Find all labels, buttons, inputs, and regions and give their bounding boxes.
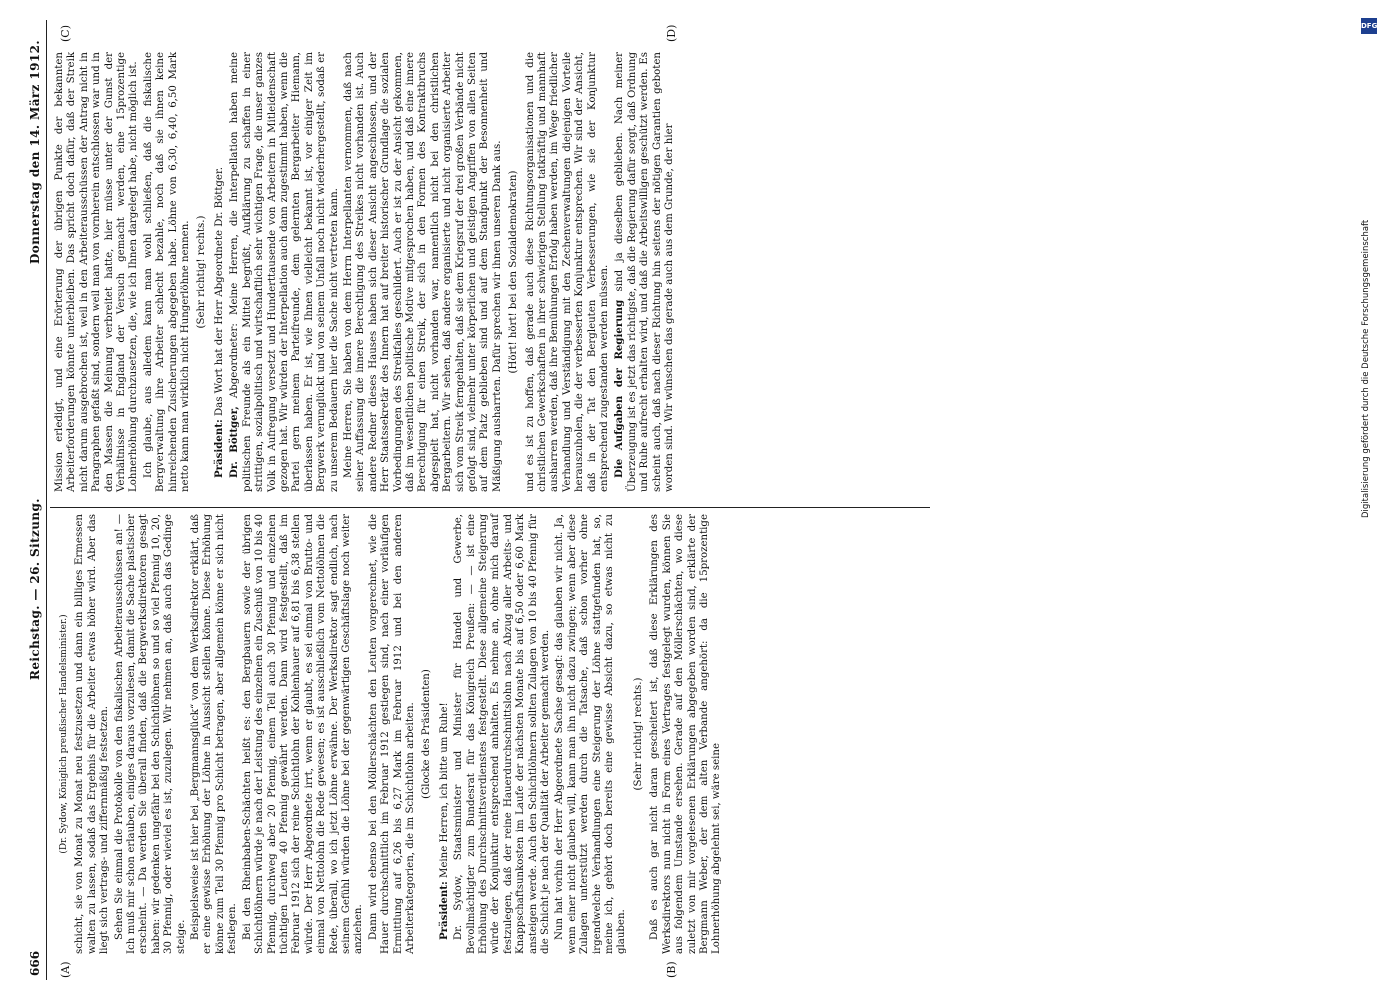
header-date: Donnerstag den 14. März 1912. [28,40,42,264]
page-number: 666 [28,950,42,976]
speaker-running-head: (Dr. Sydow, Königlich preußischer Handelsminister.) [59,614,69,854]
speech-text: sind ja dieselben geblieben. Nach meiner Überzeugung ist es jetzt das richtigste, daß die Regierung dafür sorgt, daß Ordnung und Ruhe aufrecht erhalten wird, und daß die Arbeitswilligen geschützt werden. Es scheint auch, daß nach dieser Richtung hin seitens der nötigen Garantien geboten worden sind. Wir wünschen das gerade auch aus dem Grunde, der hier [614,52,676,492]
margin-mark-b: (B) [665,961,678,978]
paragraph: Daß es auch gar nicht daran gescheitert ist, daß diese Erklärungen des Werksdirektors nun nicht in Form eines Vertrages festgelegt wurden, können Sie aus folgendem Umstande ersehen. Gerade auf den Möllerschächten, wo diese zuletzt von mir vorgelesenen Erklärungen abgegeben worden sind, erklärte der Bergmann Weber, der dem alten Verbande angehört: da die 15prozentige Lohnerhöhung abgelehnt sei, wäre seine [649,514,723,954]
speaker-label: Präsident: [212,419,225,478]
speech-text: Das Wort hat der Herr Abgeordnete Dr. Böttger. [213,167,225,417]
paragraph: schicht, sie von Monat zu Monat neu festzusetzen und dann ein billiges Ermessen walten zu lassen, sodaß das Ergebnis für die Arbeiter etwas höher wird. Aber das liegt sich vertrags- und ziffernmäßig festsetzen. [74,514,111,954]
paragraph: Ich glaube, aus alledem kann man wohl schließen, daß die fiskalische Bergverwaltung ihre Arbeiter schlecht bezahle, noch daß sie ihnen keine hinreichenden Zusicherungen abgegeben habe. Löhne von 6,30, 6,40, 6,50 Mark netto kann man wirklich nicht Hungerlöhne nennen. [142,52,192,492]
dfg-logo: DFG [1361,18,1377,34]
margin-mark-a: (A) [59,961,72,978]
paragraph: Dann wird ebenso bei den Möllerschächten den Leuten vorgerechnet, wie die Hauer durchschnittlich im Februar 1912 gestiegen sind, nach einer vorläufigen Ermittlung auf 6,26 bis 6,27 Mark im Februar 1912 und bei den anderen Arbeiterkategorien, die im Schichtlohn arbeiten. [367,514,416,954]
emphasis-text: Die Aufgaben der Regierung [613,299,626,478]
speaker-label: Präsident: [437,881,450,940]
stage-direction: (Hört! hört! bei den Sozialdemokraten) [508,170,520,374]
paragraph [438,514,451,954]
paragraph: Mission erledigt, und eine Erörterung der übrigen Punkte der bekannten Arbeiterforderungen könnte unterbleiben. Das spricht doch dafür, daß der Streik nicht darum ausgebrochen ist, weil in den Arbeiterausschüssen der Antrag nicht in Paragraphen gefaßt sind, sondern weil man von vornherein entschlossen war und in den Massen die Meinung verbreitet hatte, hier müsse unter der Gunst der Verhältnisse in England der Versuch gemacht werden, eine 15prozentige Lohnerhöhung durchzusetzen, die, wie ich Ihnen dargelegt habe, nicht möglich ist. [54,52,140,492]
paragraph: und es ist zu hoffen, daß gerade auch diese Richtungsorganisationen und die christlichen Gewerkschaften in ihrer schwierigen Stellung tatkräftig und mannhaft ausharren werden, daß ihre Bemühungen Erfolg haben werden, im Wege friedlicher Verhandlung und Verständigung mit den Zechenverwaltungen diejenigen Vorteile herauszuholen, die der verbesserten Konjunktur entsprechen. Wir sind der Ansicht, daß in der Tat den Bergleuten Verbesserungen, wie sie der Konjunktur entsprechend zugestanden werden müssen. [524,52,611,492]
paragraph [613,52,676,492]
column-rule [50,507,930,508]
paragraph: Nun hat vorhin der Herr Abgeordnete Sachse gesagt: das glauben wir nicht. Ja, wenn einer nicht glauben will, kann man ihn nicht dazu zwingen; wenn aber diese Zulagen unterstützt werden durch die Tatsache, daß schon vorher ohne irgendwelche Verhandlungen eine Steigerung der Löhne stattgefunden hat, so, meine ich, gehört doch bereits eine gewisse Absicht dazu, so etwas nicht zu glauben. [554,514,628,954]
stage-direction: (Glocke des Präsidenten) [421,669,433,799]
speaker-label: Dr. Böttger, [228,406,241,478]
stage-direction: (Sehr richtig! rechts.) [196,215,208,329]
margin-mark-c: (C) [59,25,72,42]
speech-text: Meine Herren, ich bitte um Ruhe! [438,702,450,879]
paragraph: Bei den Rheinbaben-Schächten heißt es: den Bergbauern sowie der übrigen Schichtlöhnern würde je nach der Leistung des einzelnen ein Zuschuß von 10 bis 40 Pfennig, durchweg aber 20 Pfennig, einem Teil auch 30 Pfennig und einzelnen tüchtigen Leuten 40 Pfennig gewährt werden. Dann wird festgestellt, daß im Februar 1912 sich der reine Schichtlohn der Kohlenhauer auf 6,81 bis 6,38 stellen würde. Der Herr Abgeordnete irrt, wenn er glaubt, es sei einmal von Brutto- und einmal von Nettolohn die Rede gewesen; es ist ausschließlich vom Nettolöhnen die Rede, überall, wo ich jetzt Löhne erwähne. Der Werksdirektor sagt endlich, nach seinem Gefühl würden die Löhne bei der gegenwärtigen Geschäftslage noch weiter anziehen. [241,514,365,954]
digitization-notice [1360,18,1378,998]
paragraph: Sehen Sie einmal die Protokolle von den fiskalischen Arbeiterausschüssen an! — Ich muß mir schon erlauben, einiges daraus vorzulesen, damit die Sache plastischer erscheint. — Da werden Sie überall finden, daß die Bergwerksdirektoren gesagt haben: wir gedenken ungefähr bei den Schichtlöhnen so und so viel Pfennig 10, 20, 30 Pfennig, oder wieviel es ist, zuzulegen. Wir nehmen an, daß auch das Gedinge steige. [113,514,187,954]
paragraph: Dr. Sydow, Staatsminister und Minister für Handel und Gewerbe, Bevollmächtigter zum Bundesrat für das Königreich Preußen: — — ist eine Erhöhung des Durchschnittsverdienstes festgestellt. Diese allgemeine Steigerung würde der Konjunktur entsprechend anhalten. Es nehme an, ohne mich darauf festzulegen, daß der reine Hauerdurchschnittslohn nach Abzug aller Arbeits- und Knappschaftsunkosten im Laufe der nächsten Monate bis auf 6,50 oder 6,60 Mark ansteigen werde. Auch den Schichtlöhnern sollten Zulagen von 10 bis 40 Pfennig für die Schicht je nach der Qualität der Arbeiter gemacht werden. [453,514,552,954]
paragraph [228,52,341,492]
paragraph [213,52,226,492]
digitization-text: Digitalisierung gefördert durch die Deutsche Forschungsgemeinschaft [1361,219,1371,518]
paragraph: Beispielsweise ist hier bei „Bergmannsglück“ von dem Werksdirektor erklärt, daß er eine gewisse Erhöhung der Löhne in Aussicht stellen könne. Diese Erhöhung könne zum Teil 30 Pfennig pro Schicht betragen, aber allgemein könne er sich nicht festlegen. [190,514,239,954]
speech-text: Abgeordneter: Meine Herren, die Interpellation haben meine politischen Freunde als ein Mittel begrüßt, Aufklärung zu schaffen in einer strittigen, sozialpolitisch und wirtschaftlich sehr wichtigen Frage, die unser ganzes Volk in Aufregung versetzt und Hunderttausende von Arbeitern in Mitleidenschaft gezogen hat. Wir würden der Interpellation auch dann zugestimmt haben, wenn die Partei gern meinem Parteifreunde, dem gelernten Bergarbeiter Hiemann, überlassen haben. Er ist, wie Ihnen vielleicht bekannt ist, vor einiger Zeit im Bergwerk verunglückt und von seinem Unfall noch nicht wiederhergestellt, sodaß er zu unserem Bedauern hier die Sache nicht vertreten kann. [229,52,340,492]
reichstag-page [26,20,1356,980]
page-header [26,20,47,980]
right-column [54,52,679,492]
left-column [54,514,726,954]
paragraph: Meine Herren, Sie haben von dem Herrn Interpellanten vernommen, daß nach seiner Auffassung die innere Berechtigung des Streikes nicht vorhanden ist. Auch andere Redner dieses Hauses haben sich dieser Ansicht angeschlossen, und der Herr Staatssekretär des Innern hat auf breiter historischer Grundlage die sozialen Vorbedingungen des Streikfalles geschildert. Auch er ist zu der Ansicht gekommen, daß im wesentlichen politische Motive mitgesprochen haben, und daß eine innere Berechtigung für einen Streik, der sich in den Formen des Kontraktbruchs abgespielt hat, nicht vorhanden war, namentlich nicht bei den christlichen Bergarbeitern. Wir sehen, daß andere organisierte und nicht organisierte Arbeiter sich vom Streik ferngehalten, daß sie dem Kriegsruf der drei großen Verbände nicht gefolgt sind, vielmehr unter körperlichen und geistigen Angriffen von allen Seiten auf dem Platz geblieben sind und auf dem Standpunkt der Besonnenheit und Mäßigung ausharrten. Dafür sprechen wir ihnen unseren Dank aus. [342,52,503,492]
stage-direction: (Sehr richtig! rechts.) [632,677,644,791]
margin-mark-d: (D) [665,24,678,42]
header-session-title: Reichstag. — 26. Sitzung. [28,498,42,680]
